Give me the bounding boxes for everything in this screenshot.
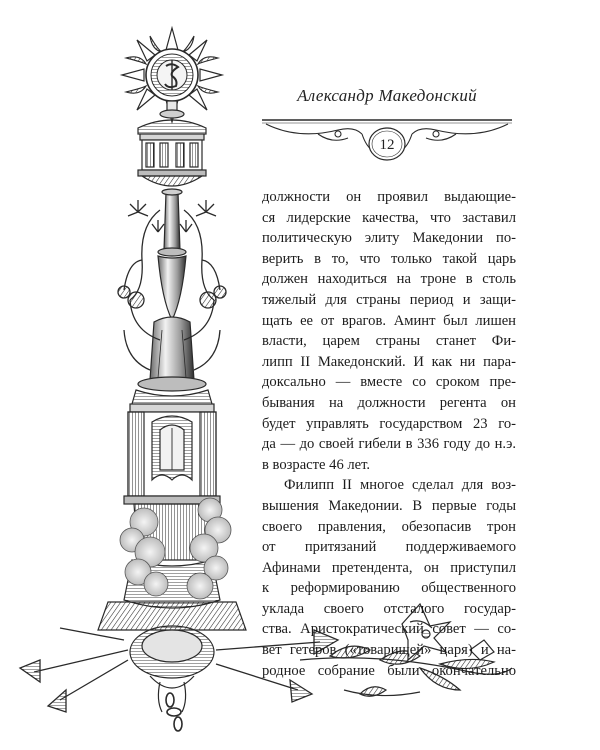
text-line: уклада своего отсталого государ- [262,600,516,617]
column-capital [130,377,214,412]
text-line: да — до своей гибели в 336 году до н.э. [262,436,516,453]
text-line: политическую элиту Македонии по- [262,230,516,247]
paragraph-2 [262,475,516,681]
text-line: будет управлять государством 23 го- [262,415,516,432]
text-line: доксально — вместе со сроком пре- [262,374,516,391]
column-base [98,602,246,712]
paragraph-1 [262,187,516,475]
finial [160,101,184,118]
text-line: Филипп II многое сделал для воз- [284,477,516,494]
text-line: власти, царем страны станет Фи- [262,333,516,350]
text-line: вышения Македонии. В первые годы [262,497,516,514]
text-line: тяжелый для страны период и защи- [262,291,516,308]
body-text [262,187,516,681]
torch-left-icon [20,628,128,712]
page-number: 12 [379,137,395,153]
text-line: от притязаний поддерживаемого [262,539,516,556]
text-line: родное собрание были окончательно [262,662,516,679]
column-upper-shaft [150,189,194,385]
chain-icon [166,693,182,731]
text-line: верить в то, что только такой царь [262,250,516,267]
text-line: ства. Аристократический совет — со- [262,621,516,638]
text-line: своего правления, обезопасив трон [262,518,516,535]
text-line: бывания на должности регента он [262,394,516,411]
text-line: должности он проявил выдающие- [262,189,516,205]
text-line: в возрасте 46 лет. [262,456,371,473]
text-line: к реформированию общественного [262,580,516,597]
text-line: липп II Македонский. И как ни пара- [262,353,516,370]
text-line: щать ее от врагов. Аминт был лишен [262,312,516,329]
text-line: должен находиться на троне в столь [262,271,516,288]
text-line: Афинами претендента, он приступил [262,559,516,576]
text-line: ся лидерские качества, что заставил [262,209,516,226]
text-line: вет гетеров («товарищей» царя) и на- [262,642,516,659]
lantern [138,120,206,186]
running-title: Александр Македонский [297,86,477,105]
